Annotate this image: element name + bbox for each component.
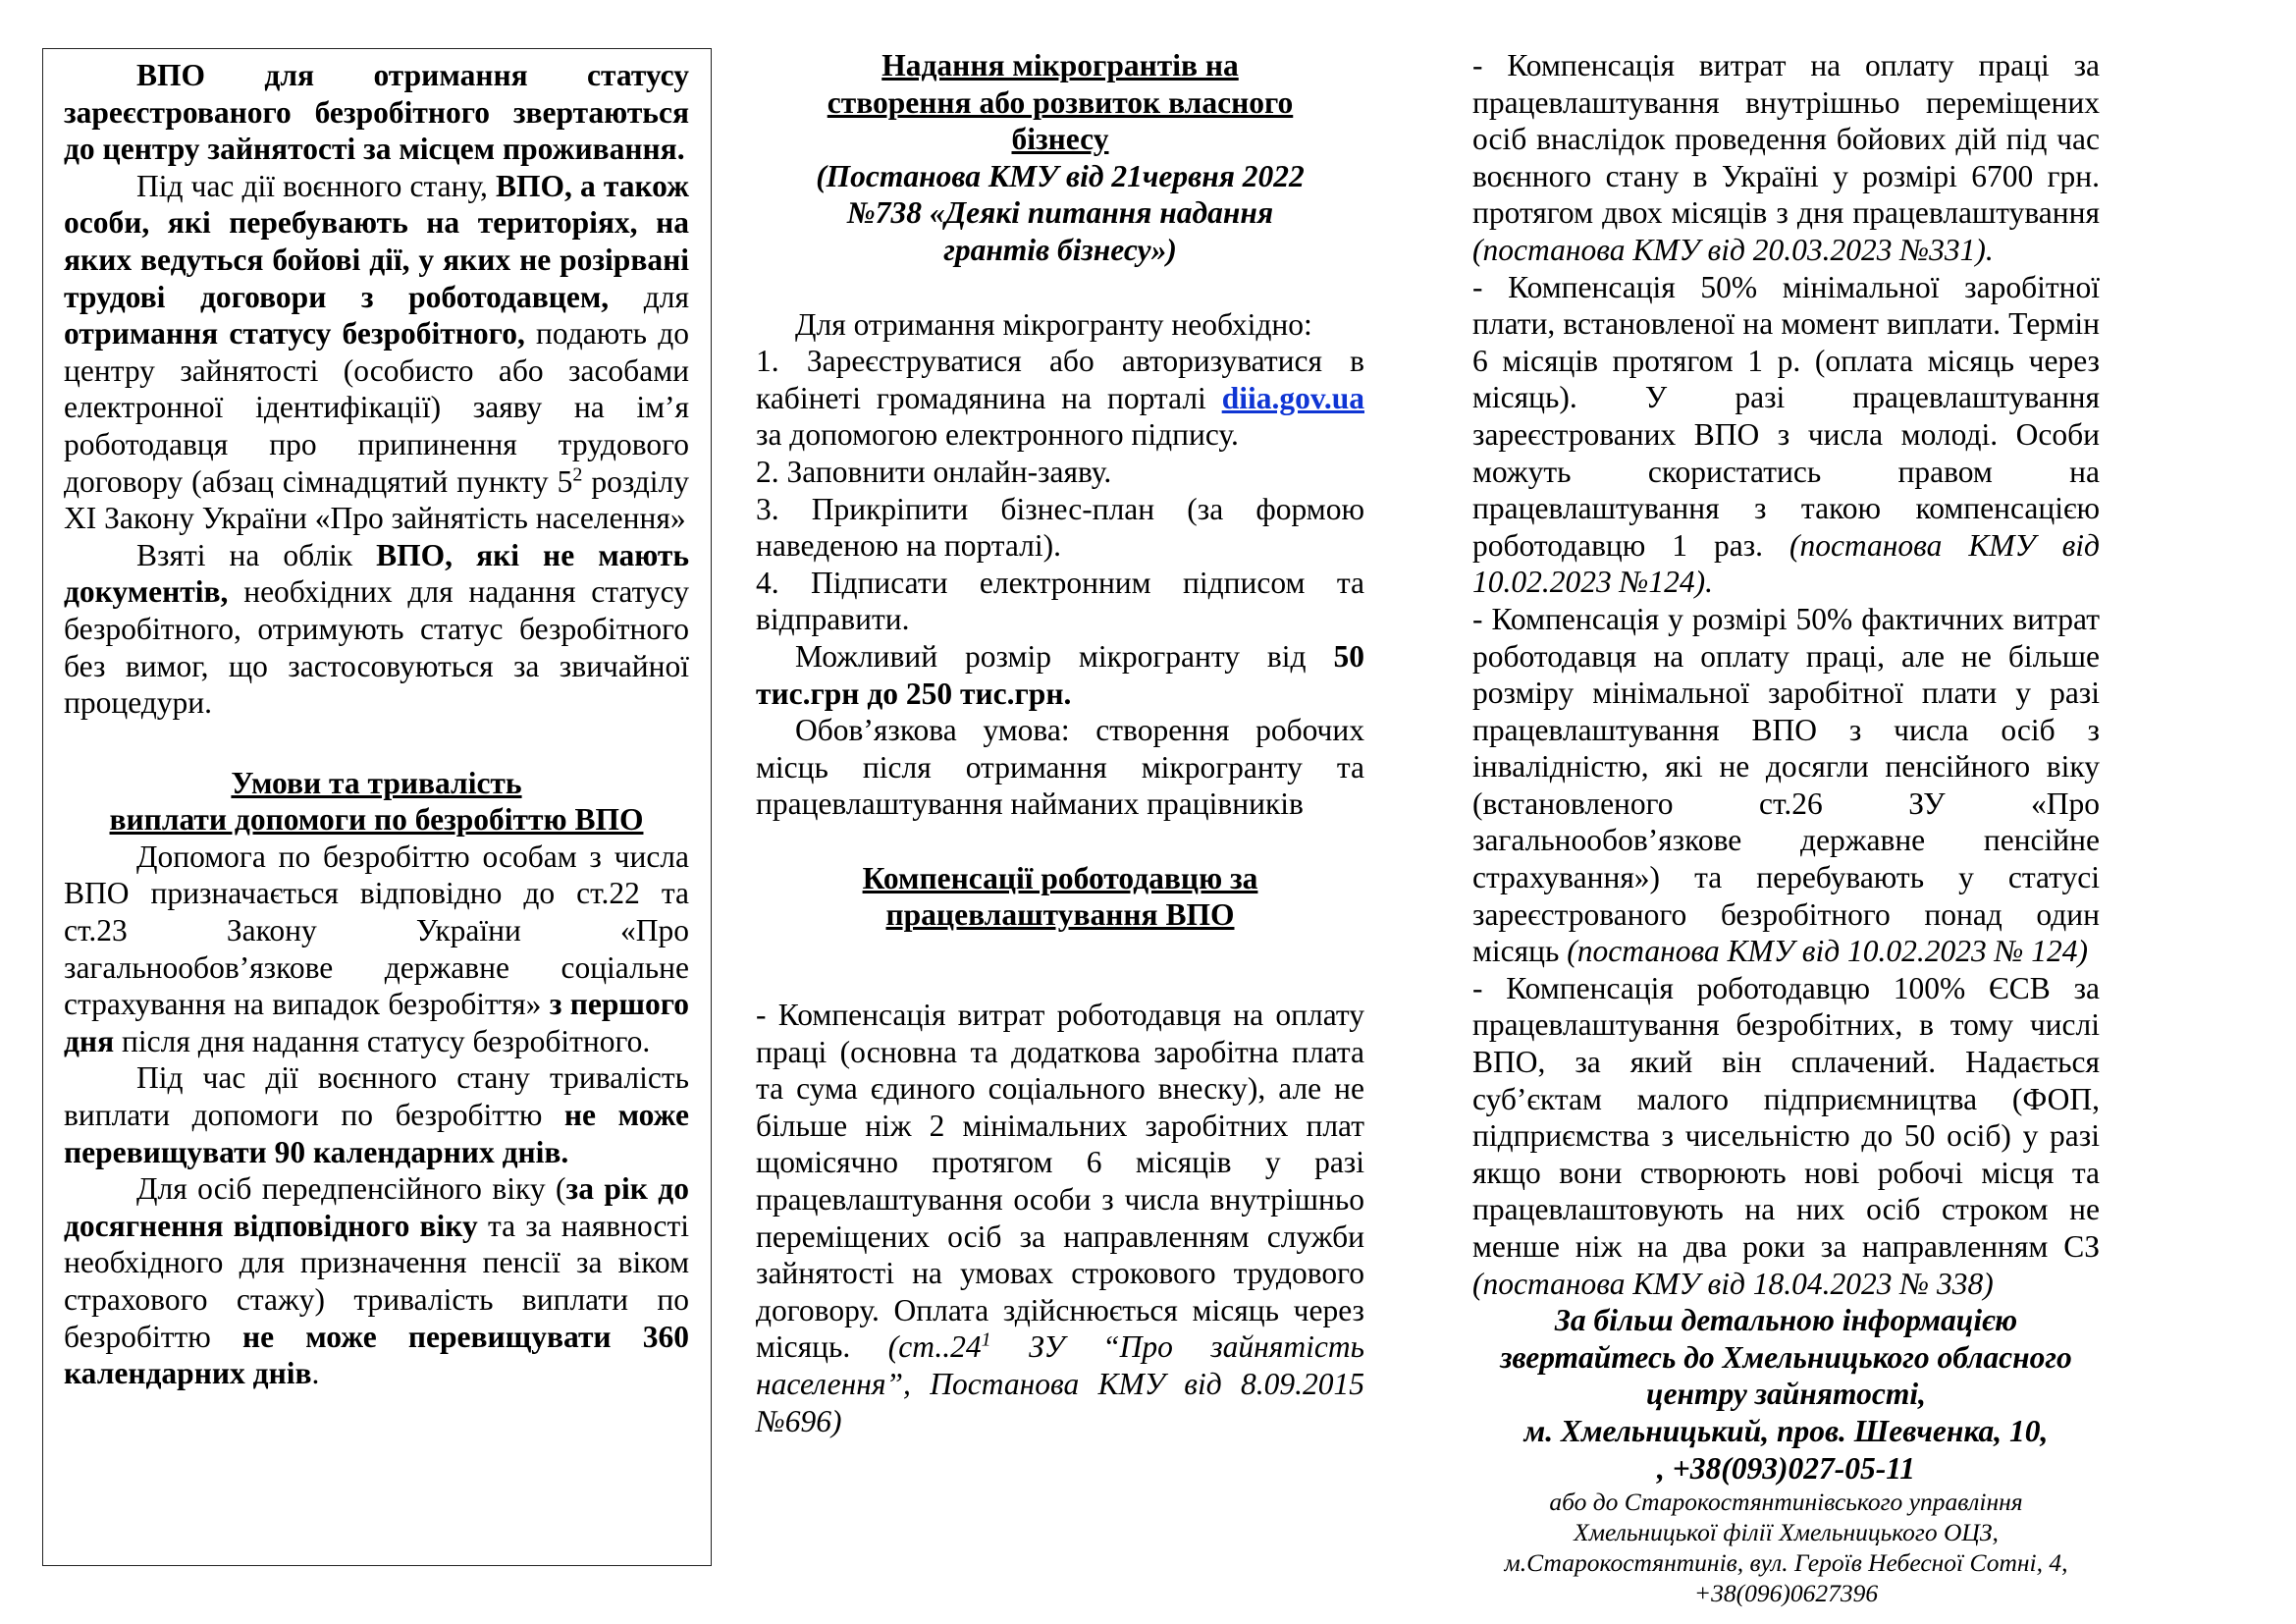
compensation-item-2: - Компенсація 50% мінімальної заробітної плати, встановленої на момент виплати. Термін 6 місяців протягом 1 р. (оплата місяць через місяць). У разі працевлаштування зареєстрованих ВПО з числа молоді. Особи можуть скористатись правом на працевлаштування з такою компенсацією роботодавцю 1 раз. (постанова КМУ від 10.02.2023 №124).: [1472, 269, 2100, 600]
compensation-paragraph: - Компенсація витрат роботодавця на оплату праці (основна та додаткова заробітна плата та сума єдиного соціального внеску), але не більше ніж 2 мінімальних заробітних плат щомісячно протягом 6 місяців у разі працевлаштування особи з числа внутрішньо переміщених осіб за направленням служби зайнятості на умовах строкового трудового договору. Оплата здійснюється місяць через місяць. (ст..24$^1$ ЗУ “Про зайнятість населення”, Постанова КМУ від 8.09.2015 №696): [756, 998, 1364, 1438]
preretirement-paragraph: Для осіб передпенсійного віку (за рік до досягнення відповідного віку та за наявності необхідного для призначення пенсії за віком страхового стажу) тривалість виплати по безробіттю не може перевищувати 360 календарних днів.: [64, 1171, 690, 1391]
vpo-status-paragraph: ВПО для отримання статусу зареєстрованого безробітного звертаються до центру зайнятості за місцем проживання.: [64, 58, 689, 167]
martial-law-paragraph: Під час дії воєнного стану, ВПО, а також особи, які перебувають на територіях, на яких ведуться бойові дії, у яких не розірвані трудові договори з роботодавцем, для отримання статусу безробітного, подають до центру зайнятості (особисто або засобами електронної ідентифікації) заяву на ім’я роботодавця про припинення трудового договору (абзац сімнадцятий пункту $5^2$ розділу XI Закону України «Про зайнятість населення»: [64, 168, 690, 536]
benefit-heading: Умови та тривалість виплати допомоги по безробіттю ВПО: [109, 765, 644, 838]
compensation-item-1: - Компенсація витрат на оплату праці за працевлаштування внутрішньо переміщених осіб внаслідок проведення бойових дій під час воєнного стану в Україні у розмірі 6700 грн. протягом двох місяців з дня працевлаштування (постанова КМУ від 20.03.2023 №331).: [1472, 48, 2100, 267]
benefit-paragraph: Допомога по безробіттю особам з числа ВПО призначається відповідно до ст.22 та ст.23 Закону України «Про загальнообов’язкове державне соціальне страхування на випадок безробіття» з першого дня після дня надання статусу безробітного.: [64, 839, 689, 1058]
duration-paragraph: Під час дії воєнного стану тривалість виплати допомоги по безробіттю не може перевищувати 90 календарних днів.: [64, 1060, 689, 1169]
microgrant-step-2: 2. Заповнити онлайн-заяву.: [756, 454, 1112, 489]
microgrant-step-3: 3. Прикріпити бізнес-план (за формою наведеною на порталі).: [756, 491, 1364, 564]
middle-column: [756, 47, 1364, 1439]
compensation-item-4: - Компенсація роботодавцю 100% ЄСВ за працевлаштування безробітних, в тому числі ВПО, за який він сплачений. Надається суб’єктам малого підприємництва (ФОП, підприємства з чисельністю до 50 осіб) у разі якщо вони створюють нові робочі місця та працевлаштовують на них осіб строком не менше ніж на два роки за направленням СЗ (постанова КМУ від 18.04.2023 № 338): [1472, 970, 2100, 1301]
microgrant-step-4: 4. Підписати електронним підписом та відправити.: [756, 565, 1364, 637]
compensation-item-3: - Компенсація у розмірі 50% фактичних витрат роботодавця на оплату праці, але не більше розміру мінімальної заробітної плати у разі працевлаштування ВПО з числа осіб з інвалідністю, які не досягли пенсійного віку (встановленого ст.26 ЗУ «Про загальнообов’язкове державне пенсійне страхування») та перебувають у статусі зареєстрованого безробітного понад один місяць (постанова КМУ від 10.02.2023 № 124): [1472, 601, 2100, 969]
no-documents-paragraph: Взяті на облік ВПО, які не мають документів, необхідних для надання статусу безробітного, отримують статус безробітного без вимог, що застосовуються за звичайної процедури.: [64, 537, 689, 721]
microgrant-intro: Для отримання мікрогранту необхідно:: [795, 306, 1312, 342]
diia-link[interactable]: diia.gov.ua: [1221, 380, 1364, 415]
microgrants-heading: Надання мікрогрантів на створення або розвиток власного бізнесу: [827, 48, 1294, 157]
microgrant-size: Можливий розмір мікрогранту від 50 тис.грн до 250 тис.грн.: [756, 638, 1364, 711]
microgrants-subheading: (Постанова КМУ від 21червня 2022 №738 «Деякі питання надання грантів бізнесу»): [816, 158, 1305, 267]
microgrant-step-1: 1. Зареєструватися або авторизуватися в кабінеті громадянина на порталі diia.gov.ua за допомогою електронного підпису.: [756, 344, 1364, 453]
microgrant-condition: Обов’язкова умова: створення робочих місць після отримання мікрогранту та працевлаштування найманих працівників: [756, 713, 1364, 822]
right-column: [1472, 47, 2100, 1608]
contact-info: За більш детальною інформацією звертайтесь до Хмельницького обласного центру зайнятості, м. Хмельницький, пров. Шевченка, 10, , +38(093)027-05-11 або до Старокостянтинівського управління Хмельницької філії Хмельницького ОЦЗ, м.Старокостянтинів, вул. Героїв Небесної Сотні, 4, +38(096)0627396: [1500, 1303, 2072, 1608]
compensation-heading: Компенсації роботодавцю за працевлаштування ВПО: [862, 860, 1258, 933]
